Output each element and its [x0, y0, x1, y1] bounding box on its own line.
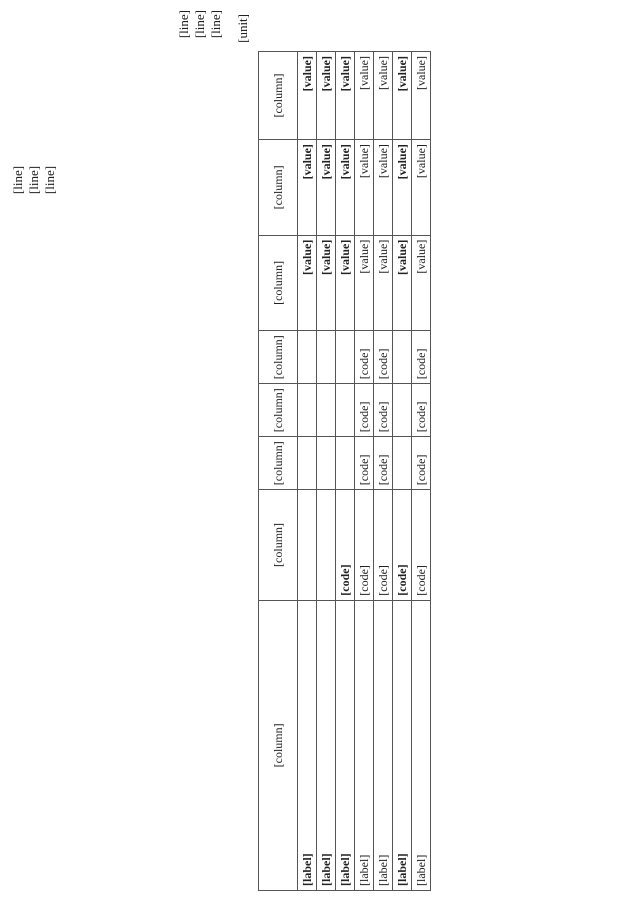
cell-2020: [value] [298, 52, 317, 140]
col-header-rz: [column] [259, 437, 298, 490]
appendix-date: [line] [42, 165, 57, 195]
cell-2019: [value] [336, 140, 355, 236]
col-header-2018: [column] [259, 235, 298, 331]
cell-name: [label] [355, 600, 374, 890]
cell-pr: [code] [355, 384, 374, 437]
cell-rz: [code] [412, 437, 431, 490]
table-row [412, 52, 431, 891]
cell-pr: [code] [374, 384, 393, 437]
cell-pr [393, 384, 412, 437]
cell-name: [label] [412, 600, 431, 890]
cell-pr [298, 384, 317, 437]
cell-2018: [value] [317, 235, 336, 331]
cell-2019: [value] [355, 140, 374, 236]
cell-2019: [value] [393, 140, 412, 236]
cell-name: [label] [298, 600, 317, 890]
cell-rz [393, 437, 412, 490]
cell-2020: [value] [412, 52, 431, 140]
cell-csr: [code] [336, 490, 355, 601]
col-header-ved: [column] [259, 331, 298, 384]
cell-csr [298, 490, 317, 601]
table-row [374, 52, 393, 891]
cell-2020: [value] [393, 52, 412, 140]
cell-2020: [value] [374, 52, 393, 140]
table-row [317, 52, 336, 891]
cell-ved: [code] [412, 331, 431, 384]
cell-2020: [value] [317, 52, 336, 140]
cell-2018: [value] [355, 235, 374, 331]
cell-pr [336, 384, 355, 437]
cell-rz [317, 437, 336, 490]
cell-2020: [value] [336, 52, 355, 140]
cell-rz [298, 437, 317, 490]
appendix2-date: [line] [208, 10, 223, 39]
col-header-csr: [column] [259, 490, 298, 601]
appendix-title: [line] [10, 165, 25, 195]
budget-table [258, 51, 431, 891]
units-label: [unit] [235, 14, 250, 43]
col-header-pr: [column] [259, 384, 298, 437]
cell-ved: [code] [355, 331, 374, 384]
cell-2018: [value] [412, 235, 431, 331]
cell-ved [393, 331, 412, 384]
appendix2-law: [line] [192, 10, 207, 39]
appendix-header-secondary [176, 10, 224, 270]
col-header-2019: [column] [259, 140, 298, 236]
appendix2-title: [line] [176, 10, 191, 39]
table-row [336, 52, 355, 891]
cell-csr [317, 490, 336, 601]
table-row [298, 52, 317, 891]
appendix-law: [line] [26, 165, 41, 195]
table-row [355, 52, 374, 891]
cell-ved [298, 331, 317, 384]
table-row [393, 52, 412, 891]
col-header-2020: [column] [259, 52, 298, 140]
cell-ved [317, 331, 336, 384]
cell-ved [336, 331, 355, 384]
cell-2019: [value] [412, 140, 431, 236]
cell-2018: [value] [393, 235, 412, 331]
cell-2020: [value] [355, 52, 374, 140]
cell-csr: [code] [355, 490, 374, 601]
cell-pr: [code] [412, 384, 431, 437]
cell-2019: [value] [374, 140, 393, 236]
cell-name: [label] [374, 600, 393, 890]
cell-csr: [code] [393, 490, 412, 601]
cell-2018: [value] [374, 235, 393, 331]
col-header-name: [column] [259, 600, 298, 890]
cell-pr [317, 384, 336, 437]
cell-name: [label] [336, 600, 355, 890]
cell-2019: [value] [298, 140, 317, 236]
appendix-header [10, 20, 58, 340]
cell-rz: [code] [374, 437, 393, 490]
cell-name: [label] [317, 600, 336, 890]
cell-rz: [code] [355, 437, 374, 490]
cell-csr: [code] [412, 490, 431, 601]
cell-2019: [value] [317, 140, 336, 236]
table-header-row [259, 52, 298, 891]
cell-csr: [code] [374, 490, 393, 601]
cell-ved: [code] [374, 331, 393, 384]
cell-name: [label] [393, 600, 412, 890]
cell-rz [336, 437, 355, 490]
cell-2018: [value] [298, 235, 317, 331]
cell-2018: [value] [336, 235, 355, 331]
